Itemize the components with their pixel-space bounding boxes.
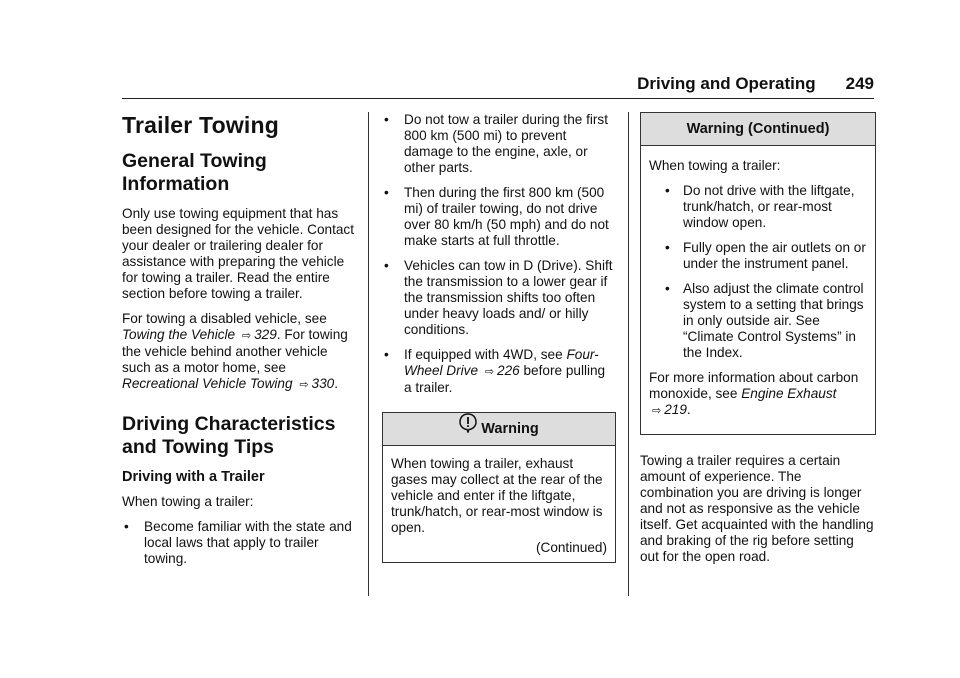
page-arrow-icon: ⇨ [484,366,495,378]
bullet-icon: • [384,258,389,273]
list-item: • If equipped with 4WD, see Four-Wheel Drive ⇨ 226 before pulling a trailer. [384,347,606,395]
warning-icon [459,413,477,445]
page-heading: Trailer Towing [122,112,280,138]
bullet-icon: • [384,112,389,127]
page-header [122,70,874,99]
warning-header [383,413,615,446]
page-ref-330[interactable]: 330 [311,376,335,391]
list-item: • Then during the first 800 km (500 mi) of trailer towing, do not drive over 80 km/h (50 mph) and do not make starts at full throttle. [384,185,609,248]
link-four-wheel-drive[interactable]: Four-Wheel Drive [404,347,599,378]
heading-driving-characteristics: Driving Characteristics and Towing Tips [122,413,336,458]
bullet-icon: • [665,240,670,255]
warning-box [382,412,616,563]
heading-driving-with-trailer: Driving with a Trailer [122,469,265,485]
column-2 [382,112,616,563]
list-item: • Fully open the air outlets on or under the instrument panel. [665,240,866,271]
column-divider-2 [628,112,629,596]
page-arrow-icon: ⇨ [241,330,252,342]
link-engine-exhaust[interactable]: Engine Exhaust [741,386,837,401]
bullet-icon: • [384,347,389,362]
column-divider-1 [368,112,369,596]
page-number: 249 [845,74,874,93]
warning-continued-body [641,146,875,434]
column-3 [640,112,876,574]
warning-intro: When towing a trailer: [649,158,781,173]
list-item: • Do not tow a trailer during the first 800 km (500 mi) to prevent damage to the engine, axle, or other parts. [384,112,608,175]
bullet-icon: • [665,183,670,198]
page-ref-219[interactable]: 219 [664,402,687,417]
column-1 [122,112,354,576]
list-item: • Do not drive with the liftgate, trunk/hatch, or rear-most window open. [665,183,855,230]
paragraph-towing-equipment: Only use towing equipment that has been designed for the vehicle. Contact your dealer or trailering dealer for assistance with preparing the vehicle for towing a trailer. Read the entire section before towing a trailer. [122,206,355,301]
list-item: • Become familiar with the state and local laws that apply to trailer towing. [124,519,352,566]
warning-title: Warning [481,421,539,437]
warning-text: When towing a trailer, exhaust gases may collect at the rear of the vehicle and enter if the liftgate, trunk/hatch, or rear-most window is open. [391,456,603,535]
list-item: • Also adjust the climate control system to a setting that brings in only outside air. See “Climate Control Systems” in the Index. [665,281,864,360]
bullet-icon: • [384,185,389,200]
paragraph-when-towing: When towing a trailer: [122,494,254,509]
page-ref-226[interactable]: 226 [497,363,520,378]
section-title: Driving and Operating [637,74,816,93]
warning-continued-box [640,112,876,435]
warning-body [383,446,615,562]
continued-label: (Continued) [535,540,607,555]
paragraph-disabled-vehicle: For towing a disabled vehicle, see Towing the Vehicle ⇨ 329. For towing the vehicle behind another vehicle such as a motor home, see Recreational Vehicle Towing ⇨ 330. [122,311,348,391]
page-arrow-icon: ⇨ [652,405,662,417]
page-arrow-icon: ⇨ [299,379,309,391]
heading-general-towing: General Towing Information [122,150,267,195]
list-item: • Vehicles can tow in D (Drive). Shift the transmission to a lower gear if the transmission shifts too often under heavy loads and/ or hilly conditions. [384,258,613,337]
bullet-icon: • [665,281,670,296]
page-ref-329[interactable]: 329 [254,327,277,342]
link-recreational-vehicle-towing[interactable]: Recreational Vehicle Towing [122,376,293,391]
paragraph-experience: Towing a trailer requires a certain amount of experience. The combination you are driving is longer and not as responsive as the vehicle itself. Get acquainted with the handling and braking of the rig before setting out for the open road. [640,453,874,564]
paragraph-more-info: For more information about carbon monoxide, see Engine Exhaust ⇨ 219. [649,370,859,417]
link-towing-the-vehicle[interactable]: Towing the Vehicle [122,327,236,342]
warning-continued-header: Warning (Continued) [641,113,875,146]
bullet-icon: • [124,519,129,534]
